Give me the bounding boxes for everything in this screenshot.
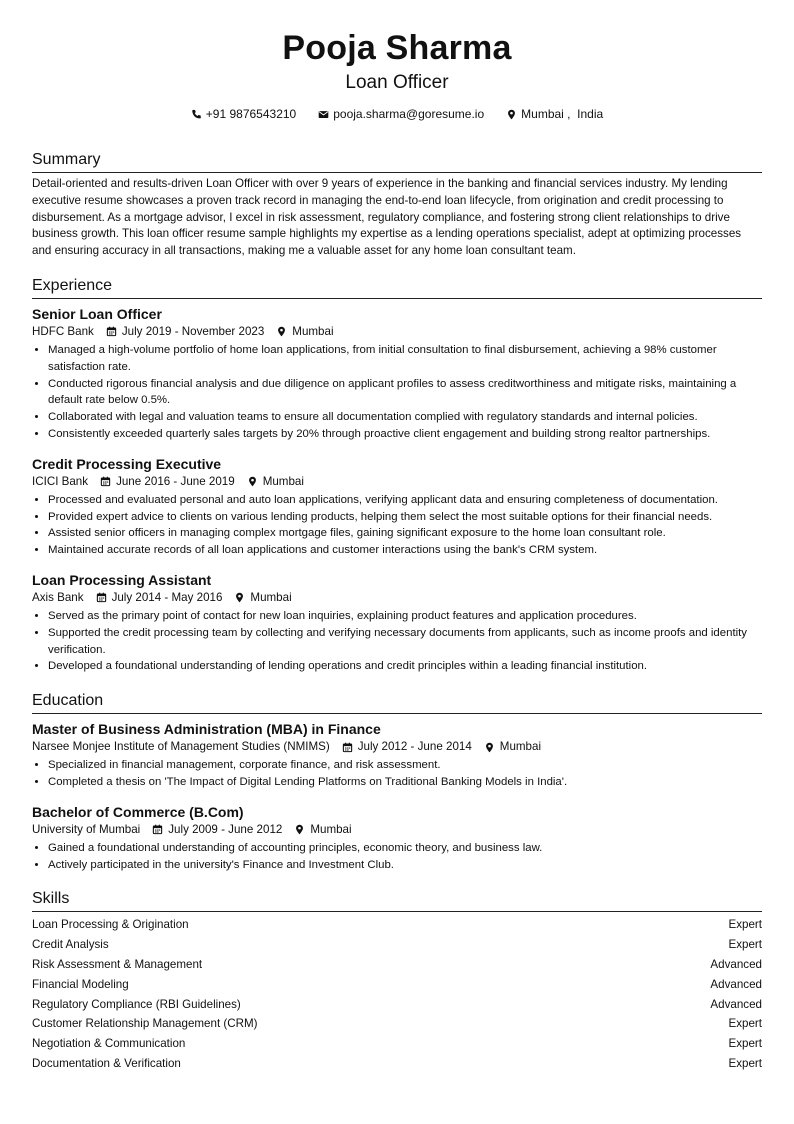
skill-name: Loan Processing & Origination (32, 918, 189, 932)
skill-level: Expert (728, 1037, 762, 1051)
degree-title: Master of Business Administration (MBA) in Finance (32, 721, 381, 738)
job-meta (32, 590, 762, 606)
bullet-item: • Conducted rigorous financial analysis and due diligence on applicant profiles to assess creditworthiness and mitigate risks, maintaining a default rate below 0.5%. (48, 376, 762, 410)
calendar-icon (106, 326, 117, 337)
skill-name: Risk Assessment & Management (32, 957, 203, 971)
experience-heading: Experience (32, 276, 762, 299)
bullet-item: • Managed a high-volume portfolio of home loan applications, from initial consultation to final disbursement, achieving a 98% customer satisfaction rate. (48, 342, 762, 376)
contact-phone-text: +91 9876543210 (205, 107, 297, 121)
bullet-item: • Actively participated in the university's Finance and Investment Club. (48, 857, 762, 874)
skill-name: Regulatory Compliance (RBI Guidelines) (32, 997, 241, 1011)
summary-heading: Summary (32, 150, 762, 173)
education-bullets (32, 757, 762, 791)
bullet-item: • Specialized in financial management, corporate finance, and risk assessment. (48, 757, 762, 774)
map-pin-icon (247, 476, 258, 487)
degree-title: Bachelor of Commerce (B.Com) (32, 803, 244, 820)
phone-icon (191, 109, 202, 120)
skill-row (32, 975, 762, 995)
map-pin-icon (276, 326, 287, 337)
envelope-icon (318, 109, 329, 120)
job-company: Axis Bank (32, 590, 84, 604)
job-bullets (32, 492, 762, 559)
bullet-item: • Developed a foundational understanding of lending operations and credit principles within a leading financial institution. (48, 658, 762, 675)
education-location: Mumbai (499, 740, 542, 754)
map-pin-icon (294, 824, 305, 835)
job-meta (32, 474, 762, 490)
education-dates: July 2012 - June 2014 (357, 740, 472, 754)
skill-row (32, 1014, 762, 1034)
skill-row (32, 935, 762, 955)
bullet-item: • Gained a foundational understanding of accounting principles, economic theory, and business law. (48, 840, 762, 857)
bullet-item: • Collaborated with legal and valuation teams to ensure all documentation complied with regulatory standards and internal policies. (48, 409, 762, 426)
experience-section (32, 276, 762, 675)
contact-location (506, 106, 603, 122)
calendar-icon (100, 476, 111, 487)
skill-level: Advanced (710, 977, 762, 991)
skill-level: Expert (728, 1017, 762, 1031)
job-meta (32, 324, 762, 340)
skill-level: Expert (728, 1056, 762, 1070)
skill-level: Expert (728, 918, 762, 932)
education-meta (32, 822, 762, 838)
experience-entry (32, 455, 762, 559)
job-company: HDFC Bank (32, 324, 94, 338)
skill-name: Credit Analysis (32, 938, 109, 952)
candidate-name: Pooja Sharma (282, 29, 512, 67)
job-location: Mumbai (262, 474, 304, 488)
bullet-item: • Processed and evaluated personal and auto loan applications, verifying applicant data and ensuring completeness of documentation. (48, 492, 762, 509)
contact-location-text: Mumbai , India (521, 107, 604, 121)
education-location: Mumbai (310, 822, 352, 836)
job-dates: July 2019 - November 2023 (121, 324, 265, 338)
calendar-icon (96, 592, 107, 603)
education-dates: July 2009 - June 2012 (168, 822, 283, 836)
job-dates: June 2016 - June 2019 (116, 474, 235, 488)
job-title: Senior Loan Officer (32, 305, 162, 322)
institution-name: University of Mumbai (32, 822, 141, 836)
skill-name: Customer Relationship Management (CRM) (32, 1017, 258, 1031)
job-company: ICICI Bank (32, 474, 89, 488)
skill-row (32, 955, 762, 975)
job-title: Credit Processing Executive (32, 455, 222, 472)
job-bullets (32, 342, 762, 443)
bullet-item: • Assisted senior officers in managing complex mortgage files, gaining significant exposure to the home loan consultant role. (48, 525, 762, 542)
contact-phone (191, 106, 296, 122)
skill-row (32, 1054, 762, 1074)
bullet-item: • Supported the credit processing team by collecting and verifying necessary documents from applicants, such as income proofs and identity verification. (48, 625, 762, 659)
skill-row (32, 915, 762, 935)
candidate-role: Loan Officer (345, 72, 449, 93)
bullet-item: • Served as the primary point of contact for new loan inquiries, explaining product features and application procedures. (48, 608, 762, 625)
skill-row (32, 995, 762, 1015)
skill-name: Financial Modeling (32, 977, 129, 991)
calendar-icon (152, 824, 163, 835)
job-location: Mumbai (292, 324, 334, 338)
map-pin-icon (484, 742, 495, 753)
skill-row (32, 1034, 762, 1054)
bullet-item: • Completed a thesis on 'The Impact of Digital Lending Platforms on Traditional Banking Models in India'. (48, 774, 762, 791)
education-section (32, 691, 762, 873)
skill-level: Advanced (710, 957, 762, 971)
experience-entry (32, 571, 762, 675)
education-bullets (32, 840, 762, 874)
job-title: Loan Processing Assistant (32, 571, 212, 588)
experience-entry (32, 305, 762, 443)
job-dates: July 2014 - May 2016 (111, 590, 223, 604)
contact-bar (32, 106, 762, 122)
skill-name: Documentation & Verification (32, 1056, 181, 1070)
skills-heading: Skills (32, 889, 762, 912)
skill-level: Advanced (710, 997, 762, 1011)
education-entry (32, 720, 762, 791)
education-meta (32, 739, 762, 755)
skills-list (32, 915, 762, 1073)
contact-email-text[interactable]: pooja.sharma@goresume.io (333, 107, 485, 121)
job-location: Mumbai (250, 590, 292, 604)
education-entry (32, 803, 762, 874)
calendar-icon (342, 742, 353, 753)
bullet-item: • Maintained accurate records of all loan applications and customer interactions using the bank's CRM system. (48, 542, 762, 559)
bullet-item: • Provided expert advice to clients on various lending products, helping them select the most suitable options for their financial needs. (48, 509, 762, 526)
bullet-item: • Consistently exceeded quarterly sales targets by 20% through proactive client engagement and building strong realtor partnerships. (48, 426, 762, 443)
contact-email[interactable] (318, 106, 484, 122)
education-heading: Education (32, 691, 762, 714)
summary-text: Detail-oriented and results-driven Loan Officer with over 9 years of experience in the banking and financial services industry. My lending executive resume showcases a proven track record in managing the end-to-end loan lifecycle, from origination and credit processing to disbursement. As a mortgage advisor, I excel in risk assessment, regulatory compliance, and fostering strong client relationships to drive business growth. This loan officer resume sample highlights my expertise as a lending operations specialist, adept at optimizing processes and ensuring accuracy in all transactions, making me a valuable asset for any home loan consultant team. (32, 177, 742, 258)
skill-level: Expert (728, 938, 762, 952)
skill-name: Negotiation & Communication (32, 1037, 186, 1051)
summary-section (32, 150, 762, 260)
map-pin-icon (234, 592, 245, 603)
institution-name: Narsee Monjee Institute of Management Studies (NMIMS) (32, 740, 330, 754)
job-bullets (32, 608, 762, 675)
map-pin-icon (506, 109, 517, 120)
skills-section (32, 889, 762, 1073)
